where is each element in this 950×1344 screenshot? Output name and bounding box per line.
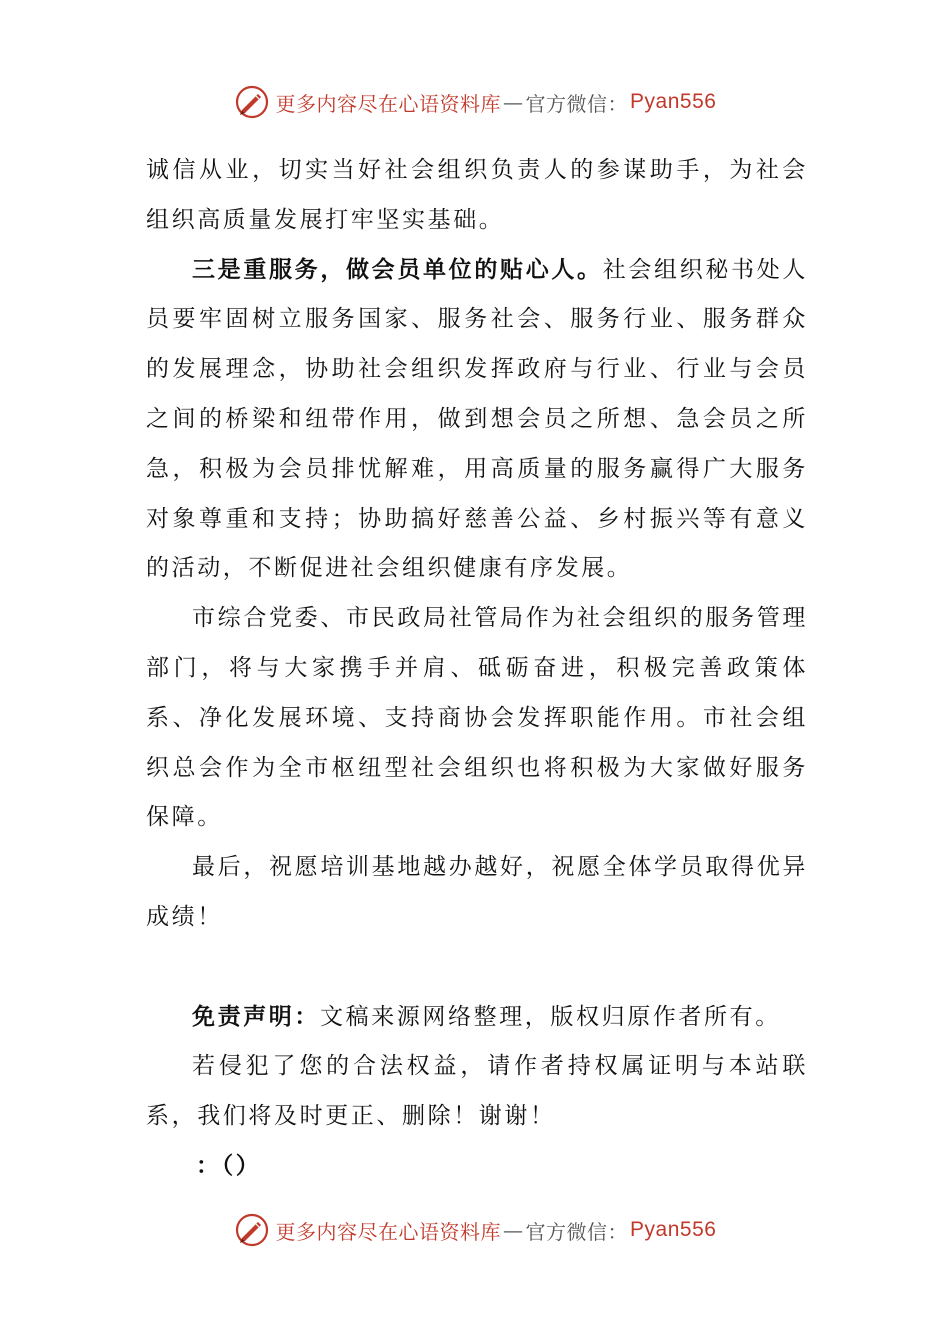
disclaimer-line xyxy=(146,993,808,1043)
disclaimer-label: 免责声明： xyxy=(192,1003,320,1030)
paragraph-4: 最后，祝愿培训基地越办越好，祝愿全体学员取得优异成绩！ xyxy=(146,854,808,930)
paragraph-2-text: 社会组织秘书处人员要牢固树立服务国家、服务社会、服务行业、服务群众的发展理念，协助社会组织发挥政府与行业、行业与会员之间的桥梁和纽带作用，做到想会员之所想、急会员之所急，积极为会员排忧解难，用高质量的服务赢得广大服务对象尊重和支持；协助搞好慈善公益、乡村振兴等有意义的活动，不断促进社会组织健康有序发展。 xyxy=(146,256,808,582)
watermark-dash: — xyxy=(503,90,524,114)
pen-logo-icon xyxy=(234,84,270,120)
paragraph-3: 市综合党委、市民政局社管局作为社会组织的服务管理部门，将与大家携手并肩、砥砺奋进，积极完善政策体系、净化发展环境、支持商协会发挥职能作用。市社会组织总会作为全市枢纽型社会组织也将积极为大家做好服务保障。 xyxy=(146,605,808,831)
pen-logo-icon xyxy=(234,1212,270,1248)
disclaimer-contact: 若侵犯了您的合法权益，请作者持权属证明与本站联系，我们将及时更正、删除！谢谢！ xyxy=(146,1053,808,1130)
header-watermark xyxy=(0,80,950,124)
colon-placeholder: ：（） xyxy=(196,1152,262,1179)
watermark-wechat-id: Pyan556 xyxy=(630,90,717,113)
paragraph-2-heading: 三是重服务，做会员单位的贴心人。 xyxy=(192,256,603,283)
document-body xyxy=(146,146,808,1192)
paragraph-2 xyxy=(146,246,808,595)
footer-watermark xyxy=(0,1208,950,1252)
watermark-brand: 更多内容尽在心语资料库 xyxy=(275,1219,502,1244)
watermark-dash: — xyxy=(503,1218,524,1242)
watermark-wechat-label: 官方微信： xyxy=(525,91,629,116)
watermark-brand: 更多内容尽在心语资料库 xyxy=(275,91,502,116)
watermark-wechat-id: Pyan556 xyxy=(630,1218,717,1241)
disclaimer-text: 文稿来源网络整理，版权归原作者所有。 xyxy=(320,1003,781,1030)
paragraph-1: 诚信从业，切实当好社会组织负责人的参谋助手，为社会组织高质量发展打牢坚实基础。 xyxy=(146,157,808,233)
blank-line xyxy=(146,943,808,993)
watermark-wechat-label: 官方微信： xyxy=(525,1219,629,1244)
